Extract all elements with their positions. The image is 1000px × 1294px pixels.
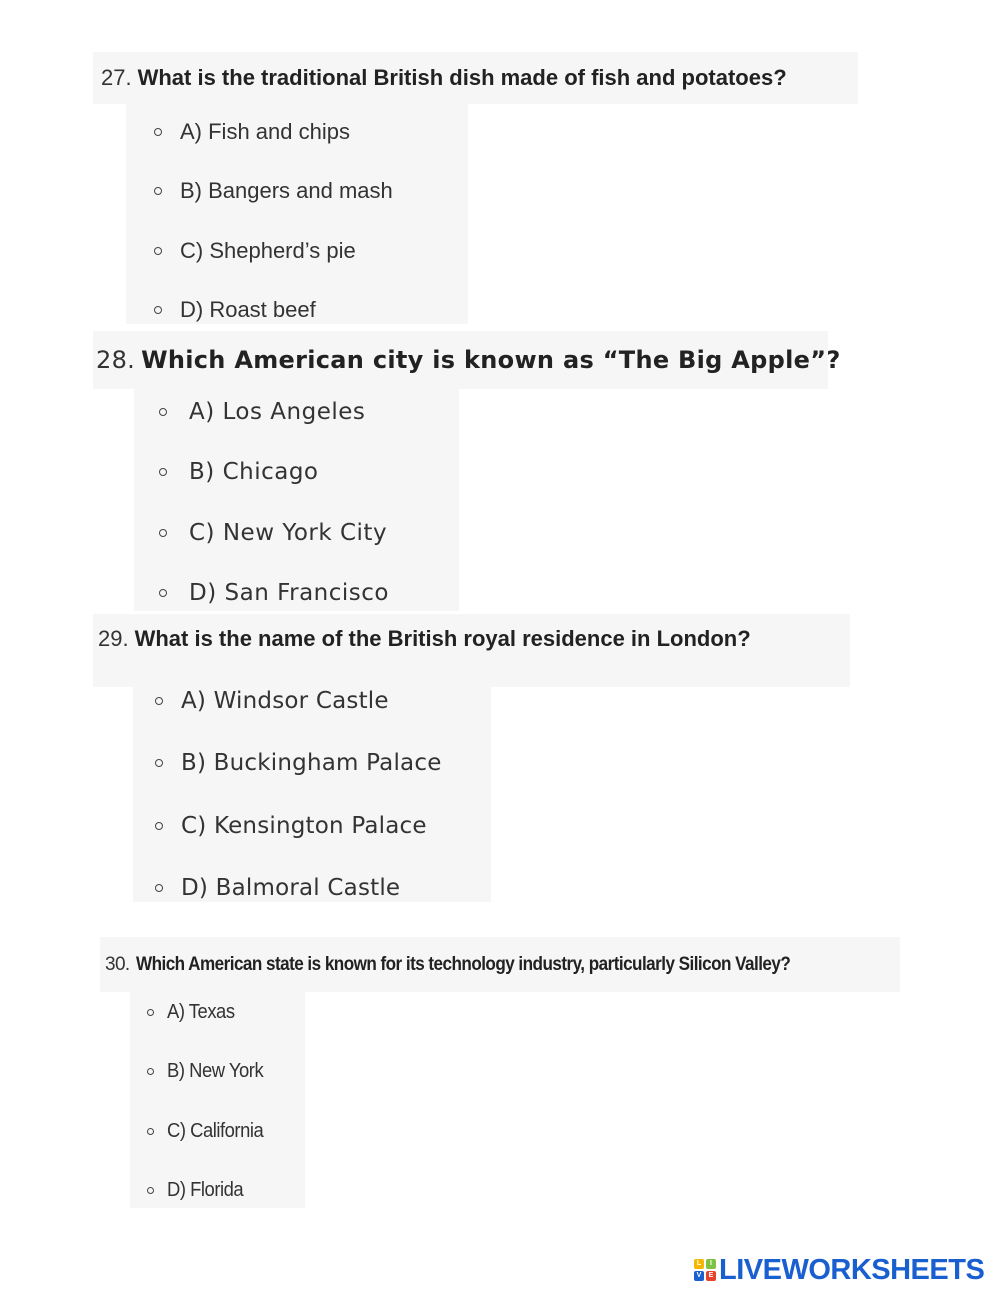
question-text: Which American city is known as “The Big Apple”? [141,346,841,374]
option-c[interactable] [134,518,387,548]
logo-square: I [706,1259,716,1269]
option-b[interactable] [134,457,319,487]
option-d[interactable] [130,1177,250,1203]
option-a[interactable] [133,687,389,715]
option-b[interactable] [130,1058,272,1084]
option-label: C) California [167,1119,264,1142]
question-28-heading [93,331,841,389]
question-text: What is the name of the British royal residence in London? [134,626,751,651]
option-a[interactable] [134,397,365,427]
bullet-icon [154,187,162,195]
bullet-icon [155,884,163,892]
logo-square: V [694,1271,704,1281]
option-c[interactable] [133,812,427,840]
option-label: C) New York City [189,520,388,546]
bullet-icon [159,468,167,476]
bullet-icon [155,697,163,705]
question-28-options [134,389,459,611]
question-number: 28. [96,346,136,374]
option-label: B) Bangers and mash [180,178,393,203]
option-d[interactable] [134,578,389,608]
option-b[interactable] [133,749,442,777]
option-b[interactable] [126,177,393,205]
bullet-icon [147,1068,154,1075]
bullet-icon [159,529,167,537]
option-label: A) Windsor Castle [181,688,389,714]
question-text: Which American state is known for its technology industry, particularly Silicon Valley? [135,953,790,975]
option-label: D) Balmoral Castle [181,875,401,901]
bullet-icon [159,589,167,597]
bullet-icon [159,408,167,416]
option-a[interactable] [130,999,240,1025]
option-label: A) Fish and chips [180,119,350,144]
bullet-icon [154,247,162,255]
option-label: B) Chicago [189,459,319,485]
option-label: C) Shepherd’s pie [180,238,356,263]
bullet-icon [155,822,163,830]
option-label: B) New York [167,1059,264,1082]
bullet-icon [147,1128,154,1135]
option-label: A) Los Angeles [189,399,366,425]
bullet-icon [147,1187,154,1194]
option-label: D) San Francisco [189,580,389,606]
option-c[interactable] [130,1118,272,1144]
question-27-options [126,104,468,324]
question-30-options [130,992,305,1208]
question-30-heading [100,937,900,992]
option-c[interactable] [126,237,356,265]
question-27-heading [93,52,858,104]
question-number: 30. [105,953,130,975]
question-text: What is the traditional British dish made of fish and potatoes? [137,65,787,90]
option-label: C) Kensington Palace [181,813,427,839]
option-a[interactable] [126,118,350,146]
option-d[interactable] [133,874,400,902]
bullet-icon [155,759,163,767]
question-number: 29. [98,626,129,651]
option-label: A) Texas [167,1000,235,1023]
bullet-icon [154,128,162,136]
bullet-icon [147,1009,154,1016]
question-number: 27. [101,65,132,90]
question-29-heading [93,614,850,687]
bullet-icon [154,306,162,314]
logo-text: LIVEWORKSHEETS [719,1253,985,1286]
question-29-options [133,687,491,902]
option-d[interactable] [126,296,316,324]
logo-square: E [706,1271,716,1281]
option-label: B) Buckingham Palace [181,750,442,776]
logo-square: L [694,1259,704,1269]
logo-grid-icon [694,1259,716,1281]
option-label: D) Roast beef [180,297,316,322]
option-label: D) Florida [167,1178,244,1201]
liveworksheets-logo [694,1252,984,1288]
